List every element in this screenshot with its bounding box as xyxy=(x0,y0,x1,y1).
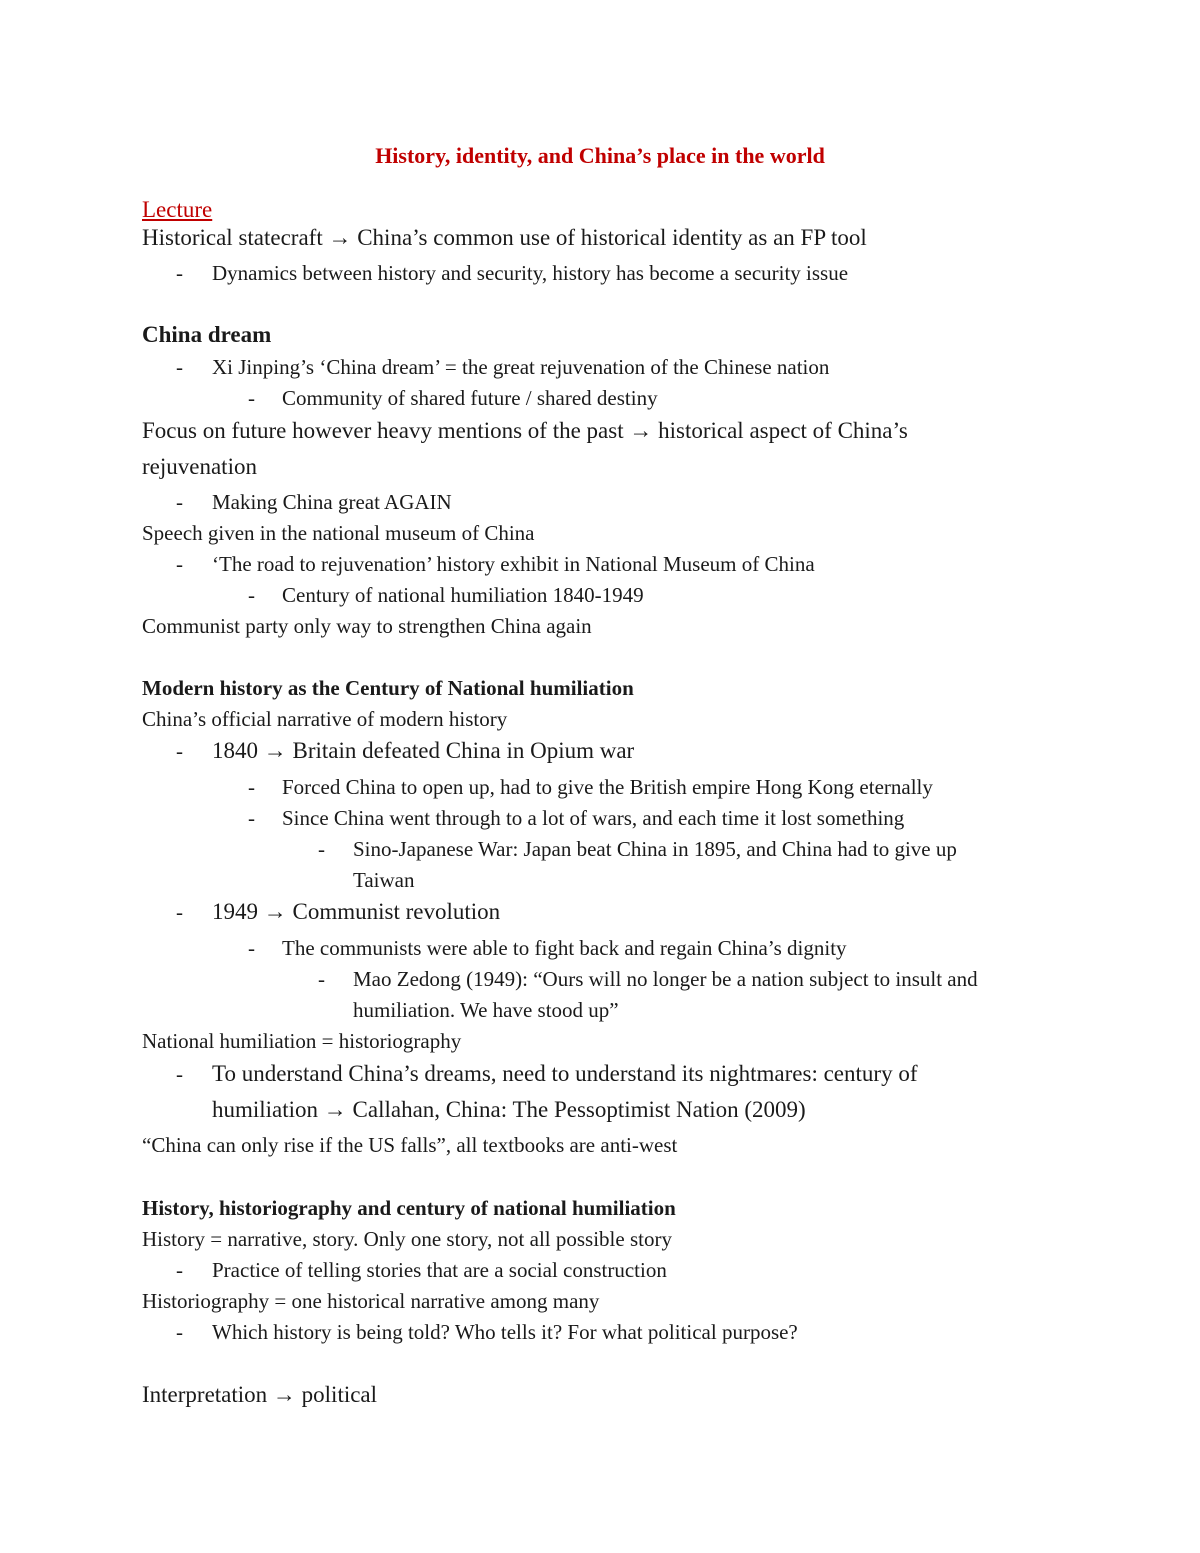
bullet-text: Forced China to open up, had to give the British empire Hong Kong eternally xyxy=(282,775,933,799)
text-line: National humiliation = historiography xyxy=(142,1029,462,1053)
bullet-dash: - xyxy=(248,583,255,607)
text-line: Speech given in the national museum of China xyxy=(142,521,535,545)
page-title: History, identity, and China’s place in the world xyxy=(375,143,825,168)
bullet-text: Making China great AGAIN xyxy=(212,490,452,514)
bullet-text: Community of shared future / shared destiny xyxy=(282,386,658,410)
bullet-text: Which history is being told? Who tells it? For what political purpose? xyxy=(212,1320,798,1344)
bullet-text-continued: Taiwan xyxy=(353,868,415,892)
bullet-dash: - xyxy=(248,806,255,830)
section-heading: Modern history as the Century of National humiliation xyxy=(142,676,634,700)
bullet-dash: - xyxy=(176,355,183,379)
bullet-text: The communists were able to fight back and regain China’s dignity xyxy=(282,936,847,960)
text-line: Historiography = one historical narrative among many xyxy=(142,1289,600,1313)
bullet-text-continued: humiliation → Callahan, China: The Pessoptimist Nation (2009) xyxy=(212,1097,806,1122)
section-heading: China dream xyxy=(142,322,272,347)
text-line: Communist party only way to strengthen China again xyxy=(142,614,592,638)
section-heading-lecture: Lecture xyxy=(142,197,213,222)
bullet-dash: - xyxy=(176,1062,183,1086)
bullet-dash: - xyxy=(318,837,325,861)
text-line: “China can only rise if the US falls”, all textbooks are anti-west xyxy=(142,1133,678,1157)
bullet-text: Practice of telling stories that are a social construction xyxy=(212,1258,667,1282)
bullet-dash: - xyxy=(176,261,183,285)
bullet-text: Xi Jinping’s ‘China dream’ = the great rejuvenation of the Chinese nation xyxy=(212,355,830,379)
bullet-text: 1840 → Britain defeated China in Opium war xyxy=(212,738,635,763)
bullet-text: Sino-Japanese War: Japan beat China in 1895, and China had to give up xyxy=(353,837,957,861)
text-line: Interpretation → political xyxy=(142,1382,378,1407)
bullet-dash: - xyxy=(248,386,255,410)
bullet-text: To understand China’s dreams, need to understand its nightmares: century of xyxy=(212,1061,918,1086)
text-line: Focus on future however heavy mentions of the past → historical aspect of China’s xyxy=(142,418,908,443)
text-line: China’s official narrative of modern history xyxy=(142,707,508,731)
section-heading: History, historiography and century of national humiliation xyxy=(142,1196,676,1220)
text-line: History = narrative, story. Only one story, not all possible story xyxy=(142,1227,672,1251)
bullet-text: Century of national humiliation 1840-1949 xyxy=(282,583,644,607)
bullet-text-continued: humiliation. We have stood up” xyxy=(353,998,619,1022)
bullet-dash: - xyxy=(248,775,255,799)
bullet-dash: - xyxy=(176,1320,183,1344)
bullet-dash: - xyxy=(176,490,183,514)
bullet-dash: - xyxy=(176,739,183,763)
bullet-dash: - xyxy=(318,967,325,991)
bullet-dash: - xyxy=(248,936,255,960)
bullet-dash: - xyxy=(176,552,183,576)
text-line: rejuvenation xyxy=(142,454,257,479)
bullet-text: Since China went through to a lot of wars, and each time it lost something xyxy=(282,806,905,830)
bullet-text: ‘The road to rejuvenation’ history exhibit in National Museum of China xyxy=(212,552,815,576)
text-line: Historical statecraft → China’s common use of historical identity as an FP tool xyxy=(142,225,867,250)
bullet-dash: - xyxy=(176,900,183,924)
bullet-dash: - xyxy=(176,1258,183,1282)
bullet-text: Mao Zedong (1949): “Ours will no longer be a nation subject to insult and xyxy=(353,967,978,991)
bullet-text: 1949 → Communist revolution xyxy=(212,899,501,924)
bullet-text: Dynamics between history and security, history has become a security issue xyxy=(212,261,849,285)
